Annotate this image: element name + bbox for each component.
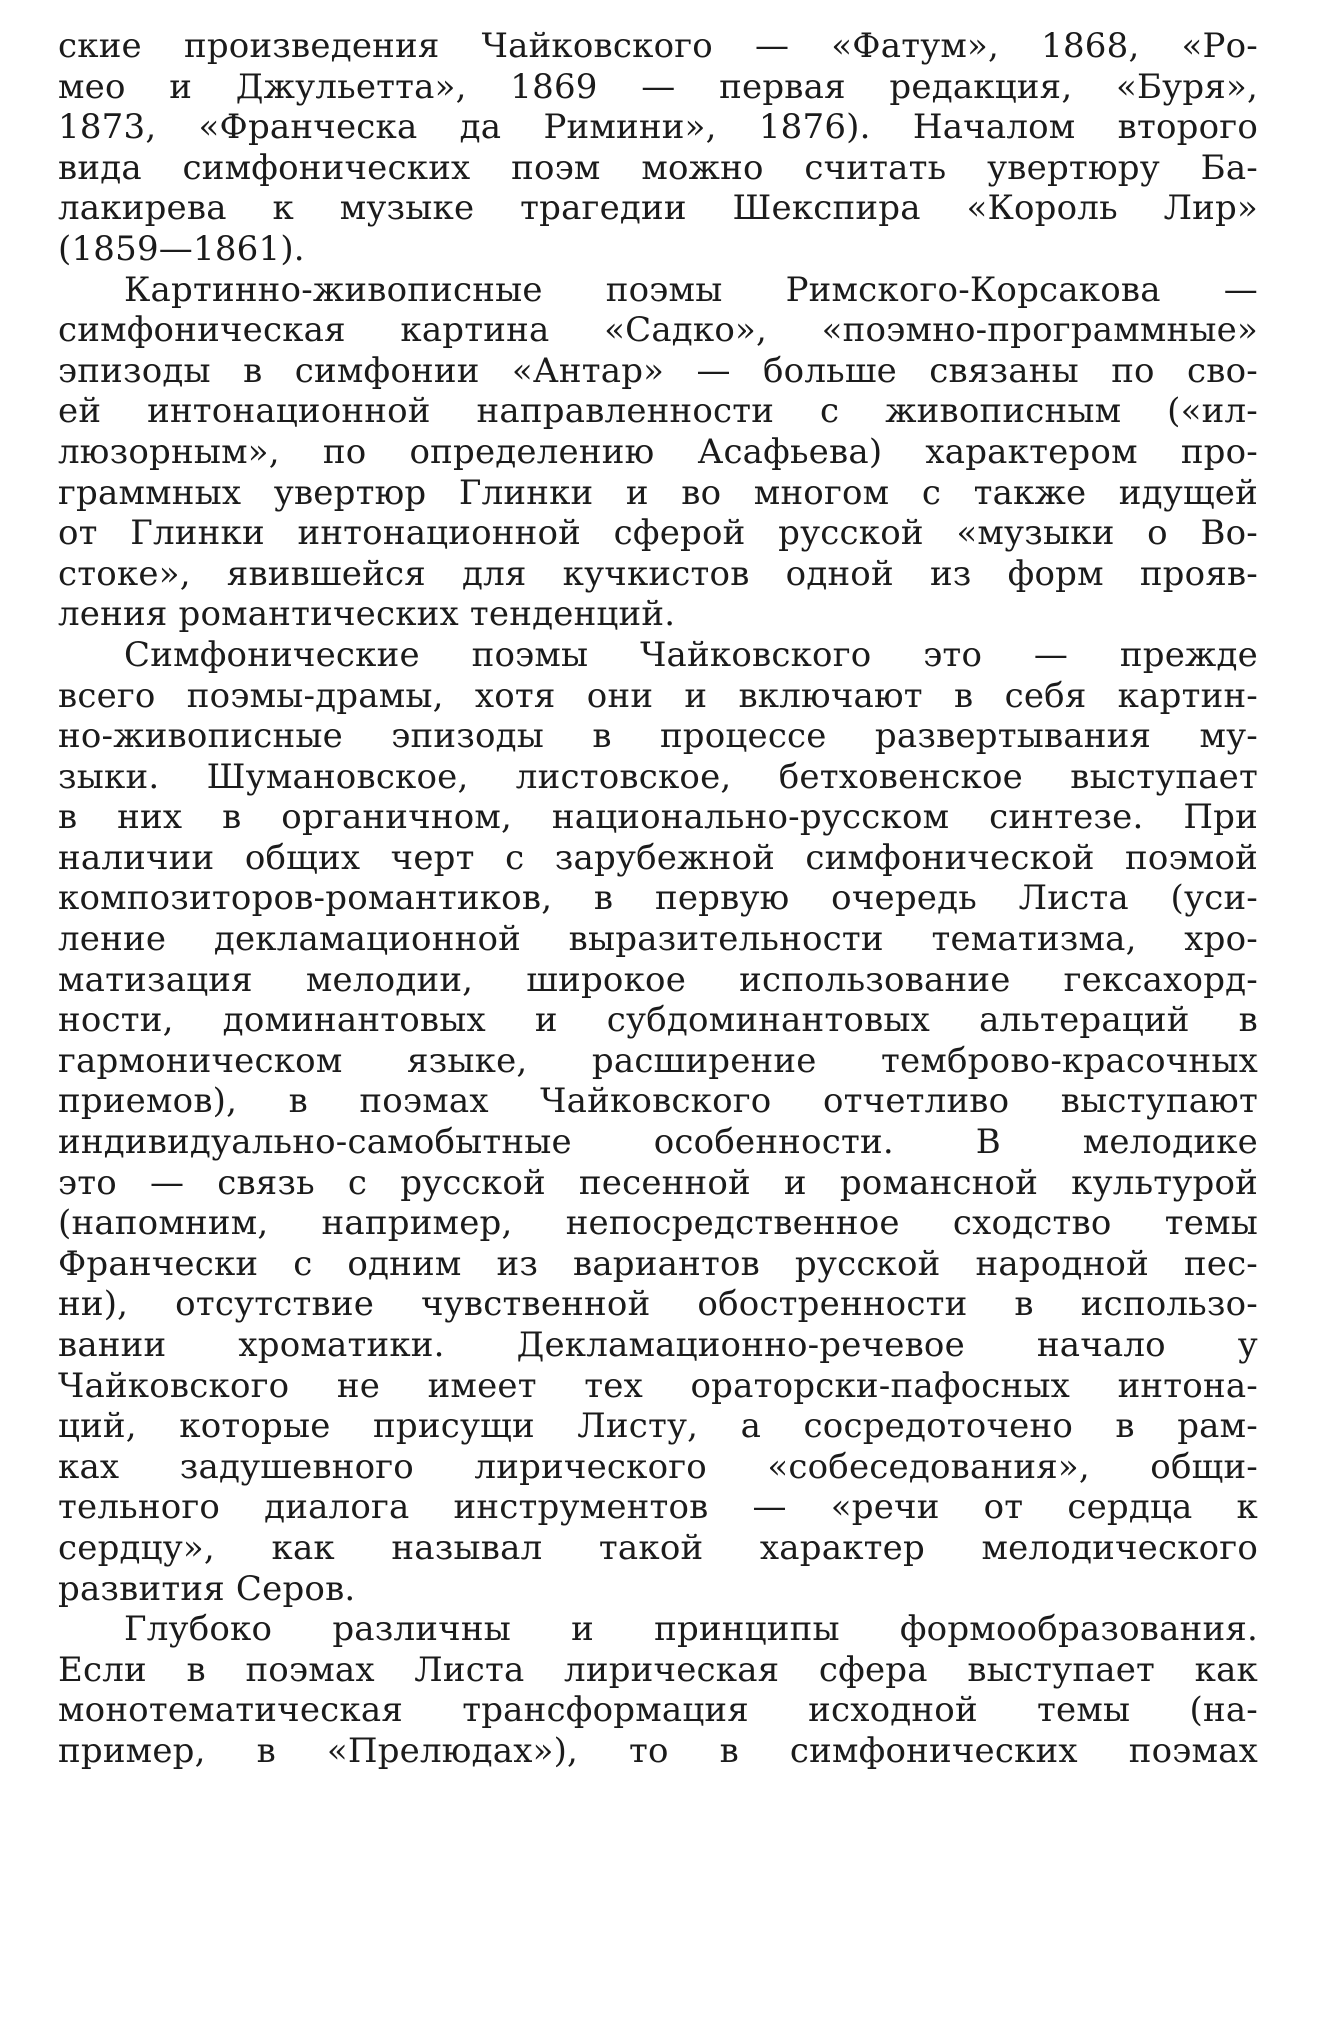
text-line: Симфонические поэмы Чайковского это — прежде (124, 634, 1258, 675)
text-line: ности, доминантовых и субдоминантовых альтераций в (58, 1000, 1258, 1041)
text-line: тельного диалога инструментов — «речи от сердца к (58, 1487, 1258, 1528)
text-line: матизация мелодии, широкое использование гексахорд- (58, 959, 1258, 1000)
paragraph (58, 1609, 1258, 1771)
text-line: всего поэмы-драмы, хотя они и включают в себя картин- (58, 675, 1258, 716)
text-line: мео и Джульетта», 1869 — первая редакция, «Буря», (58, 66, 1258, 107)
text-line: сердцу», как называл такой характер мелодического (58, 1527, 1258, 1568)
text-line: но-живописные эпизоды в процессе развертывания му- (58, 716, 1258, 757)
text-line: Если в поэмах Листа лирическая сфера выступает как (58, 1649, 1258, 1690)
text-line: от Глинки интонационной сферой русской «музыки о Во- (58, 513, 1258, 554)
text-line: монотематическая трансформация исходной темы (на- (58, 1690, 1258, 1731)
paragraph (58, 635, 1258, 1609)
text-line: ках задушевного лирического «собеседования», общи- (58, 1446, 1258, 1487)
text-line: ление декламационной выразительности тематизма, хро- (58, 919, 1258, 960)
text-line: ские произведения Чайковского — «Фатум», 1868, «Ро- (58, 26, 1258, 66)
text-line: это — связь с русской песенной и романсной культурой (58, 1162, 1258, 1203)
text-line: эпизоды в симфонии «Антар» — больше связаны по сво- (58, 350, 1258, 391)
text-line: вида симфонических поэм можно считать увертюру Ба- (58, 147, 1258, 188)
text-line: в них в органичном, национально-русском синтезе. При (58, 797, 1258, 838)
text-line: (напомним, например, непосредственное сходство темы (58, 1203, 1258, 1244)
text-line: Картинно-живописные поэмы Римского-Корсакова — (124, 269, 1258, 310)
text-line: гармоническом языке, расширение темброво-красочных (58, 1040, 1258, 1081)
text-line: наличии общих черт с зарубежной симфонической поэмой (58, 837, 1258, 878)
paragraph (58, 26, 1258, 270)
text-line: 1873, «Франческа да Римини», 1876). Началом второго (58, 107, 1258, 148)
text-line: пример, в «Прелюдах»), то в симфонических поэмах (58, 1730, 1258, 1771)
text-line: индивидуально-самобытные особенности. В мелодике (58, 1122, 1258, 1163)
text-line: (1859—1861). (58, 228, 305, 269)
text-line: граммных увертюр Глинки и во многом с также идущей (58, 472, 1258, 513)
text-line: развития Серов. (58, 1568, 356, 1609)
text-line: приемов), в поэмах Чайковского отчетливо выступают (58, 1081, 1258, 1122)
text-line: симфоническая картина «Садко», «поэмно-программные» (58, 310, 1258, 351)
text-line: композиторов-романтиков, в первую очередь Листа (уси- (58, 878, 1258, 919)
text-line: Чайковского не имеет тех ораторски-пафосных интона- (58, 1365, 1258, 1406)
text-line: Глубоко различны и принципы формообразования. (124, 1609, 1258, 1650)
text-line: ни), отсутствие чувственной обостренности в использо- (58, 1284, 1258, 1325)
text-line: люзорным», по определению Асафьева) характером про- (58, 431, 1258, 472)
book-page (58, 26, 1258, 1991)
text-line: зыки. Шумановское, листовское, бетховенское выступает (58, 756, 1258, 797)
text-line: стоке», явившейся для кучкистов одной из форм прояв- (58, 553, 1258, 594)
text-line: Франчески с одним из вариантов русской народной пес- (58, 1243, 1258, 1284)
text-line: ций, которые присущи Листу, а сосредоточено в рам- (58, 1406, 1258, 1447)
text-line: лакирева к музыке трагедии Шекспира «Король Лир» (58, 188, 1258, 229)
text-line: ей интонационной направленности с живописным («ил- (58, 391, 1258, 432)
text-line: вании хроматики. Декламационно-речевое начало у (58, 1325, 1258, 1365)
paragraph (58, 270, 1258, 635)
text-line: ления романтических тенденций. (58, 594, 676, 635)
